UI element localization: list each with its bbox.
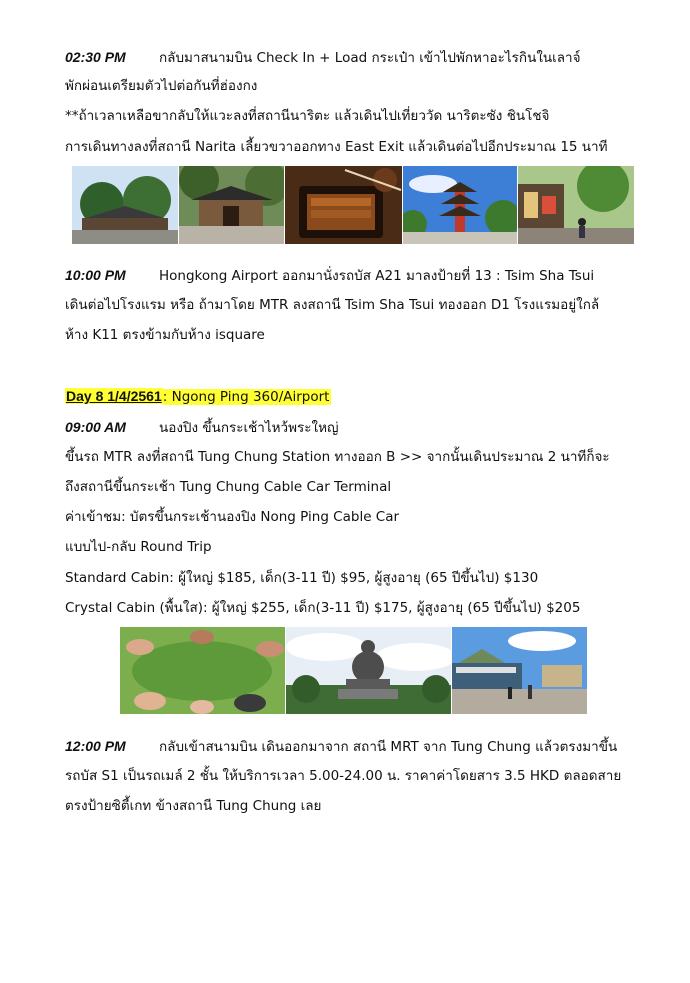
time-label: 09:00 AM bbox=[65, 419, 126, 435]
time-label: 02:30 PM bbox=[65, 49, 126, 65]
day8-line-2: ขึ้นรถ MTR ลงที่สถานี Tung Chung Station ทางออก B >> จากนั้นเดินประมาณ 2 นาทีก็จะ bbox=[65, 449, 610, 465]
day8-line-4: ค่าเข้าชม: บัตรขึ้นกระเช้านองปิง Nong Ping Cable Car bbox=[65, 509, 400, 525]
day8-heading bbox=[65, 387, 331, 406]
day8-line-1: 09:00 AM นองปิง ขึ้นกระเช้าไหว้พระใหญ่ bbox=[65, 419, 339, 436]
narita-line-4: การเดินทางลงที่สถานี Narita เลี้ยวขวาออกทาง East Exit แล้วเดินต่อไปอีกประมาณ 15 นาที bbox=[65, 139, 608, 155]
narita-line-1: 02:30 PM กลับมาสนามบิน Check In + Load กระเป๋า เข้าไปพักหาอะไรกินในเลาจ์ bbox=[65, 49, 581, 66]
pagoda-photo bbox=[403, 166, 517, 244]
hk-airport-line-1: 10:00 PM Hongkong Airport ออกมานั่งรถบัส A21 มาลงป้ายที่ 13 : Tsim Sha Tsui bbox=[65, 267, 595, 284]
temple-grounds-photo bbox=[72, 166, 178, 244]
day8-line-6: Standard Cabin: ผู้ใหญ่ $185, เด็ก(3-11 ปี) $95, ผู้สูงอายุ (65 ปีขึ้นไป) $130 bbox=[65, 570, 539, 586]
day8-date: Day 8 1/4/2561 bbox=[66, 388, 162, 404]
day8-title: : Ngong Ping 360/Airport bbox=[162, 389, 330, 405]
narita-photo-strip bbox=[72, 166, 634, 244]
hk-airport-line-3: ห้าง K11 ตรงข้ามกับห้าง isquare bbox=[65, 327, 265, 343]
return-line-1: 12:00 PM กลับเข้าสนามบิน เดินออกมาจาก สถานี MRT จาก Tung Chung แล้วตรงมาขึ้น bbox=[65, 738, 618, 755]
time-label: 10:00 PM bbox=[65, 267, 126, 283]
temple-gate-photo bbox=[179, 166, 284, 244]
day8-line-7: Crystal Cabin (พื้นใส): ผู้ใหญ่ $255, เด็ก(3-11 ปี) $175, ผู้สูงอายุ (65 ปีขึ้นไป) $205 bbox=[65, 600, 581, 616]
narita-line-3: **ถ้าเวลาเหลือขากลับให้แวะลงที่สถานีนาริตะ แล้วเดินไปเที่ยววัด นาริตะซัง ชินโชจิ bbox=[65, 108, 550, 124]
unagi-rice-photo bbox=[285, 166, 402, 244]
time-label: 12:00 PM bbox=[65, 738, 126, 754]
narita-line-2: พักผ่อนเตรียมตัวไปต่อกันที่ฮ่องกง bbox=[65, 78, 258, 94]
shopping-street-photo bbox=[518, 166, 634, 244]
hk-airport-line-2: เดินต่อไปโรงแรม หรือ ถ้ามาโดย MTR ลงสถานี Tsim Sha Tsui ทองออก D1 โรงแรมอยู่ใกล้ bbox=[65, 297, 600, 313]
day8-line-5: แบบไป-กลับ Round Trip bbox=[65, 539, 212, 555]
return-line-2: รถบัส S1 เป็นรถเมล์ 2 ชั้น ให้บริการเวลา 5.00-24.00 น. ราคาค่าโดยสาร 3.5 HKD ตลอดสาย bbox=[65, 768, 622, 784]
return-line-3: ตรงป้ายซิตี้เกท ข้างสถานี Tung Chung เลย bbox=[65, 798, 322, 814]
ngong-ping-photo-strip bbox=[120, 627, 587, 714]
day8-line-3: ถึงสถานีขึ้นกระเช้า Tung Chung Cable Car Terminal bbox=[65, 479, 392, 495]
big-buddha-photo bbox=[286, 627, 451, 714]
crystal-cabin-floor-photo bbox=[120, 627, 285, 714]
ngong-ping-village-photo bbox=[452, 627, 587, 714]
